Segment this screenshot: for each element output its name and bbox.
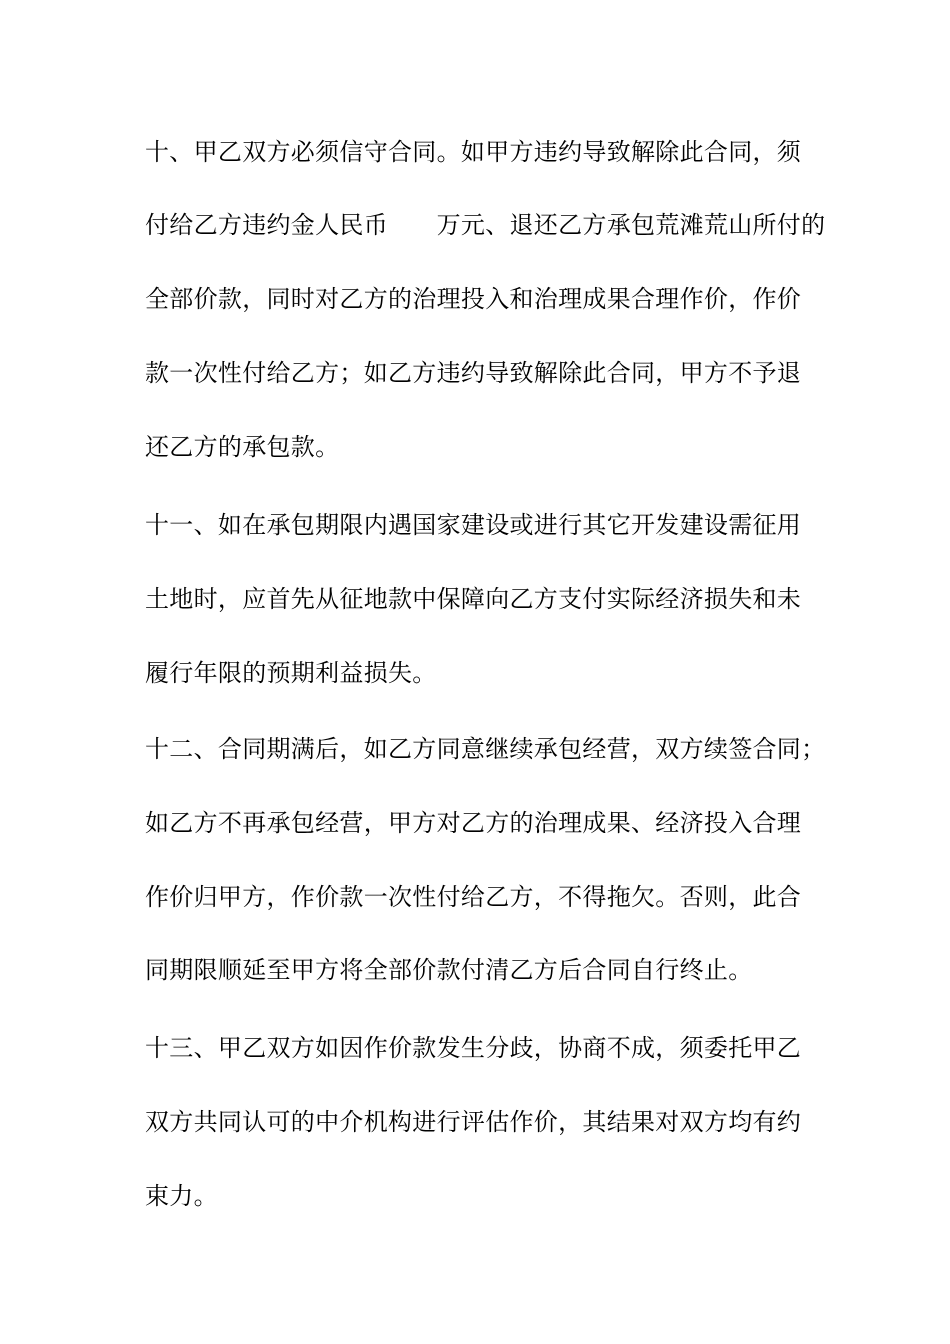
text-line-5: 还乙方的承包款。 — [145, 433, 340, 461]
text-line-11: 作价归甲方，作价款一次性付给乙方，不得拖欠。否则，此合 — [145, 883, 802, 911]
text-line-9: 十二、合同期满后，如乙方同意继续承包经营，双方续签合同； — [145, 735, 826, 763]
text-line-10: 如乙方不再承包经营，甲方对乙方的治理成果、经济投入合理 — [145, 809, 802, 837]
text-line-12: 同期限顺延至甲方将全部价款付清乙方后合同自行终止。 — [145, 956, 753, 984]
text-line-7: 土地时，应首先从征地款中保障向乙方支付实际经济损失和未 — [145, 585, 802, 613]
text-line-8: 履行年限的预期利益损失。 — [145, 659, 437, 687]
text-line-6: 十一、如在承包期限内遇国家建设或进行其它开发建设需征用 — [145, 511, 802, 539]
text-line-13: 十三、甲乙双方如因作价款发生分歧，协商不成，须委托甲乙 — [145, 1034, 802, 1062]
text-line-4: 款一次性付给乙方；如乙方违约导致解除此合同，甲方不予退 — [145, 359, 802, 387]
text-line-14: 双方共同认可的中介机构进行评估作价，其结果对双方均有约 — [145, 1108, 802, 1136]
text-line-2: 付给乙方违约金人民币 万元、退还乙方承包荒滩荒山所付的 — [145, 211, 826, 239]
text-line-15: 束力。 — [145, 1182, 218, 1210]
text-line-1: 十、甲乙双方必须信守合同。如甲方违约导致解除此合同，须 — [145, 138, 802, 166]
text-line-3: 全部价款，同时对乙方的治理投入和治理成果合理作价，作价 — [145, 285, 802, 313]
